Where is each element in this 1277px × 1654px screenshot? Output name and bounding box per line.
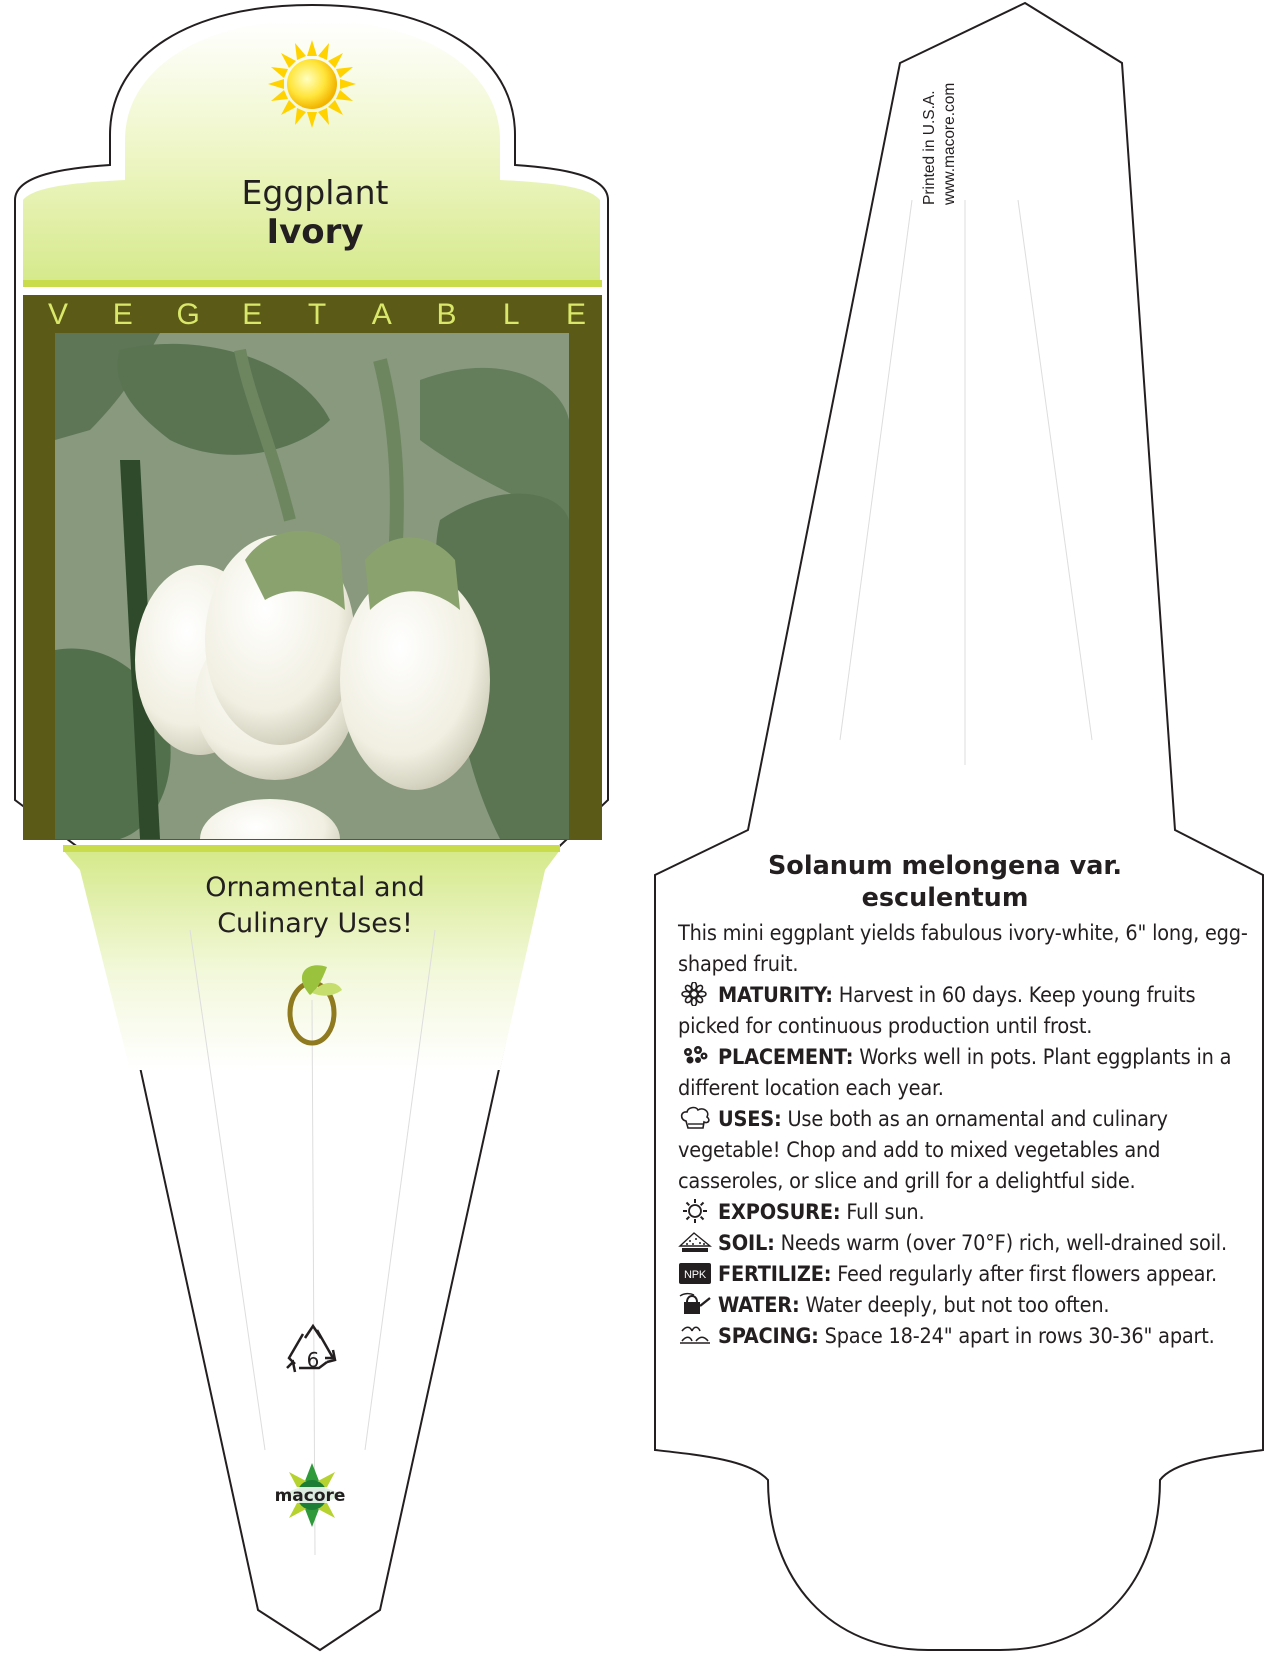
category-letter: E bbox=[112, 298, 133, 331]
printed-in: Printed in U.S.A. bbox=[921, 90, 938, 205]
care-instructions bbox=[678, 918, 1253, 1352]
soil-trowel-icon bbox=[678, 1230, 714, 1254]
care-text: Use both as an ornamental and culinary vegetable! Chop and add to mixed vegetables and casseroles, or slice and grill for a delightful side. bbox=[678, 1107, 1168, 1194]
care-item-spacing bbox=[678, 1321, 1253, 1352]
care-label: FERTILIZE: bbox=[718, 1262, 832, 1287]
category-letter: E bbox=[242, 298, 263, 331]
recycle-code: 6 bbox=[306, 1348, 320, 1372]
care-text: Works well in pots. Plant eggplants in a different location each year. bbox=[678, 1045, 1232, 1101]
care-label: USES: bbox=[718, 1107, 782, 1132]
brand-logo-text: macore bbox=[274, 1486, 346, 1506]
care-item-uses bbox=[678, 1104, 1253, 1197]
category-letter: T bbox=[307, 298, 327, 331]
care-label: MATURITY: bbox=[718, 983, 833, 1008]
category-letter: B bbox=[436, 298, 457, 331]
tagline bbox=[150, 870, 480, 942]
botanical-name-line: Solanum melongena var. bbox=[767, 851, 1123, 881]
care-label: WATER: bbox=[718, 1293, 800, 1318]
npk-label: NPK bbox=[683, 1269, 707, 1281]
sun-icon bbox=[678, 1199, 714, 1223]
spacing-icon bbox=[678, 1323, 714, 1347]
category-label bbox=[47, 298, 587, 334]
intro-text: This mini eggplant yields fabulous ivory-white, 6" long, egg-shaped fruit. bbox=[678, 921, 1248, 977]
care-text: Full sun. bbox=[840, 1200, 925, 1225]
chef-hat-icon bbox=[678, 1106, 714, 1130]
sun-icon bbox=[268, 40, 356, 128]
plant-name: Eggplant bbox=[241, 173, 389, 212]
care-text: Harvest in 60 days. Keep young fruits picked for continuous production until frost. bbox=[678, 983, 1196, 1039]
care-label: SPACING: bbox=[718, 1324, 819, 1349]
care-label: EXPOSURE: bbox=[718, 1200, 841, 1225]
care-text: Feed regularly after first flowers appear. bbox=[831, 1262, 1217, 1287]
printer-info bbox=[920, 35, 980, 205]
category-letter: E bbox=[565, 298, 586, 331]
botanical-name bbox=[690, 850, 1200, 914]
npk-icon bbox=[678, 1261, 714, 1285]
care-item-maturity bbox=[678, 980, 1253, 1042]
care-item-exposure bbox=[678, 1197, 1253, 1228]
care-item-fertilize bbox=[678, 1259, 1253, 1290]
care-item-placement bbox=[678, 1042, 1253, 1104]
watering-can-icon bbox=[678, 1292, 714, 1316]
care-text: Water deeply, but not too often. bbox=[799, 1293, 1110, 1318]
category-letter: L bbox=[502, 298, 520, 331]
care-label: PLACEMENT: bbox=[718, 1045, 854, 1070]
eggplant-photo bbox=[55, 333, 569, 879]
category-letter: A bbox=[371, 298, 392, 331]
category-letter: V bbox=[47, 298, 68, 331]
botanical-name-line: esculentum bbox=[861, 883, 1029, 913]
variety-name: Ivory bbox=[266, 212, 364, 252]
bouquet-icon bbox=[678, 1044, 714, 1068]
care-item-soil bbox=[678, 1228, 1253, 1259]
flower-icon bbox=[678, 982, 714, 1006]
tagline-line: Ornamental and bbox=[205, 872, 425, 903]
category-letter: G bbox=[176, 298, 200, 331]
back-tag-outline bbox=[655, 3, 1263, 1650]
care-text: Needs warm (over 70°F) rich, well-drained soil. bbox=[774, 1231, 1227, 1256]
website: www.macore.com bbox=[941, 82, 958, 205]
care-item-water bbox=[678, 1290, 1253, 1321]
care-label: SOIL: bbox=[718, 1231, 775, 1256]
tagline-line: Culinary Uses! bbox=[217, 908, 413, 939]
care-text: Space 18-24" apart in rows 30-36" apart. bbox=[818, 1324, 1215, 1349]
